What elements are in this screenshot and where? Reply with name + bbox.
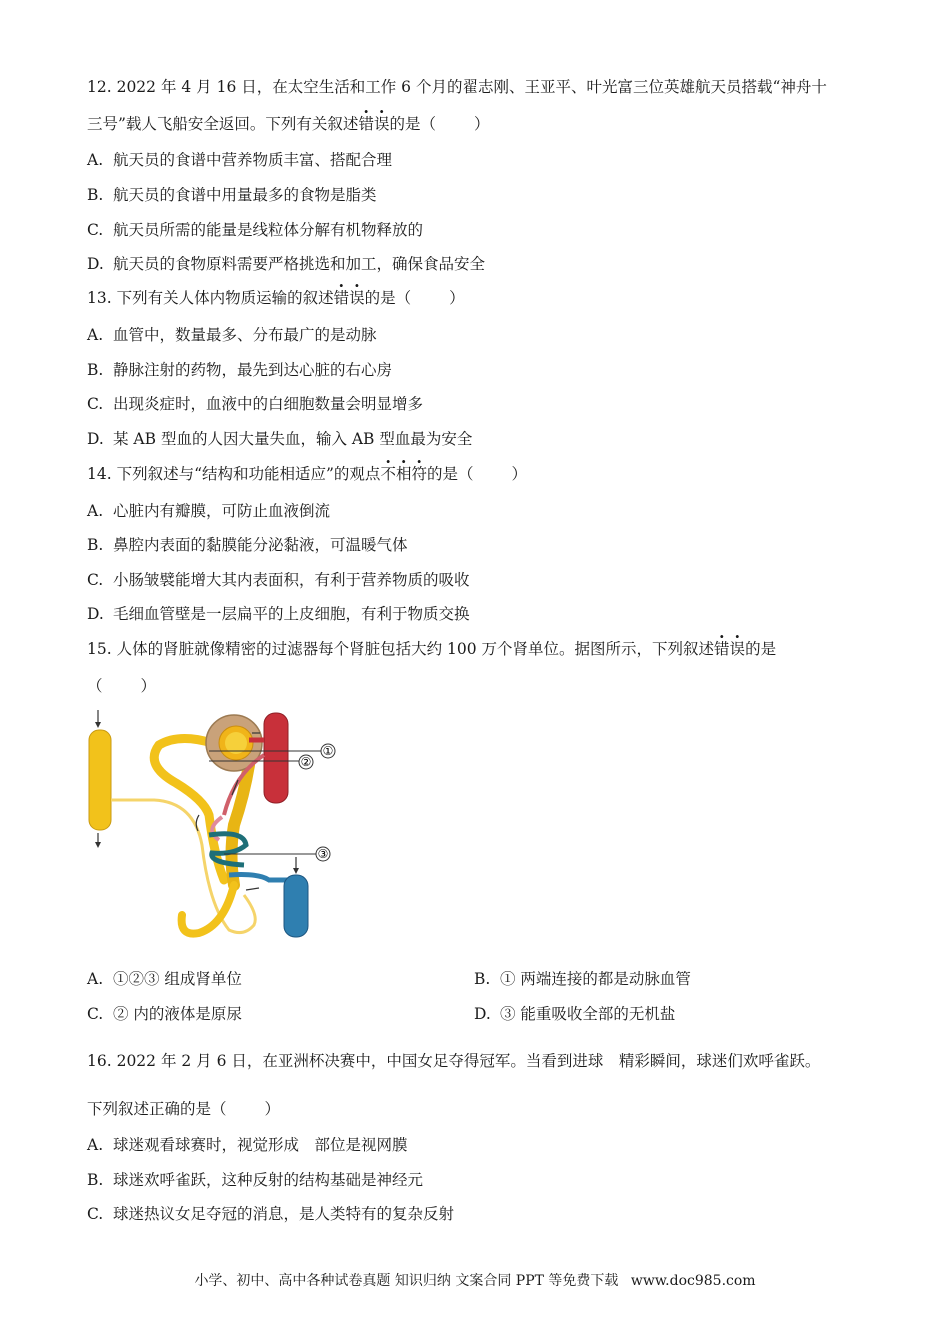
q13-option-c: C. 出现炎症时，血液中的白细胞数量会明显增多 (87, 395, 424, 413)
q15-option-a: A. ①②③ 组成肾单位 (87, 970, 242, 988)
q16-option-c: C. 球迷热议女足夺冠的消息，是人类特有的复杂反射 (87, 1205, 455, 1223)
q16-stem-line1: 16. 2022 年 2 月 6 日，在亚洲杯决赛中，中国女足夺得冠军。当看到进球 精彩瞬间，球迷们欢呼雀跃。 (87, 1052, 821, 1070)
q14-option-c: C. 小肠皱襞能增大其内表面积，有利于营养物质的吸收 (87, 571, 470, 589)
q12-stem-line2: 三号”载人飞船安全返回。下列有关叙述错误的是（ ） (87, 115, 490, 133)
q14-stem: 14. 下列叙述与“结构和功能相适应”的观点不相符的是（ ） (87, 465, 528, 483)
footer-site-link[interactable]: www.doc985.com (630, 1273, 756, 1289)
q12-option-c: C. 航天员所需的能量是线粒体分解有机物释放的 (87, 221, 424, 239)
q13-option-d: D. 某 AB 型血的人因大量失血，输入 AB 型血最为安全 (87, 430, 473, 448)
q16-option-b: B. 球迷欢呼雀跃，这种反射的结构基础是神经元 (87, 1171, 424, 1189)
q16-stem-line2: 下列叙述正确的是（ ） (87, 1100, 281, 1118)
page-footer (0, 1270, 950, 1290)
label-3-text: ③ (317, 847, 329, 861)
emphasis-char: 符 (411, 465, 427, 483)
q14-option-a: A. 心脏内有瓣膜，可防止血液倒流 (87, 502, 331, 520)
q15-answer-paren: （ ） (87, 677, 157, 695)
q13-option-a: A. 血管中，数量最多、分布最广的是动脉 (87, 326, 377, 344)
q16-option-a: A. 球迷观看球赛时，视觉形成 部位是视网膜 (87, 1136, 408, 1154)
emphasis-char: 错 (714, 640, 730, 658)
emphasis-char: 误 (729, 640, 746, 658)
renal-vein (284, 857, 308, 937)
q12-option-a: A. 航天员的食谱中营养物质丰富、搭配合理 (87, 151, 393, 169)
q15-option-c: C. ② 内的液体是原尿 (87, 1005, 242, 1023)
label-1-text: ① (322, 744, 334, 758)
emphasis-char: 误 (349, 289, 365, 307)
label-2-text: ② (300, 755, 312, 769)
q15-option-b: B. ① 两端连接的都是动脉血管 (474, 970, 691, 988)
q14-option-d: D. 毛细血管壁是一层扁平的上皮细胞，有利于物质交换 (87, 605, 470, 623)
emphasis-char: 误 (373, 115, 390, 133)
emphasis-char: 相 (395, 465, 412, 483)
emphasis-char: 错 (333, 289, 350, 307)
q12-option-d: D. 航天员的食物原料需要严格挑选和加工，确保食品安全 (87, 255, 486, 273)
q14-option-b: B. 鼻腔内表面的黏膜能分泌黏液，可温暖气体 (87, 536, 408, 554)
q12-option-b: B. 航天员的食谱中用量最多的食物是脂类 (87, 186, 377, 204)
q13-option-b: B. 静脉注射的药物，最先到达心脏的右心房 (87, 361, 393, 379)
q12-stem-line1: 12. 2022 年 4 月 16 日，在太空生活和工作 6 个月的翟志刚、王亚平、叶光富三位英雄航天员搭载“神舟十 (87, 78, 827, 96)
q15-stem: 15. 人体的肾脏就像精密的过滤器每个肾脏包括大约 100 万个肾单位。据图所示，下列叙述错误的是 (87, 640, 777, 658)
emphasis-char: 错 (358, 115, 374, 133)
q15-option-d: D. ③ 能重吸收全部的无机盐 (474, 1005, 676, 1023)
q13-stem: 13. 下列有关人体内物质运输的叙述错误的是（ ） (87, 289, 465, 307)
nephron-diagram (84, 705, 344, 945)
emphasis-char: 不 (380, 465, 396, 483)
footer-text: 小学、初中、高中各种试卷真题 知识归纳 文案合同 PPT 等免费下载 (194, 1273, 619, 1289)
